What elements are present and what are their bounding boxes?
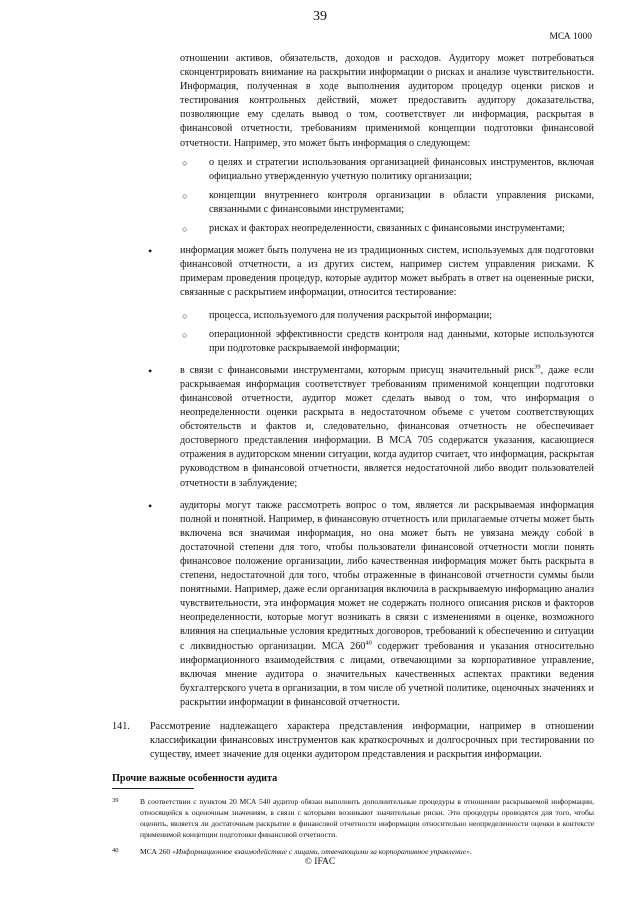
bullet1-subitem-text: операционной эффективности средств контроля над данными, которые используются при подготовке раскрываемой информации;	[209, 328, 594, 354]
bullet-icon: •	[148, 363, 153, 378]
bullet-icon: •	[148, 244, 153, 259]
footnotes	[112, 796, 594, 863]
intro-paragraph: отношении активов, обязательств, доходов и расходов. Аудитору может потребоваться сконцентрировать внимание на раскрытии информации о рисках и анализе чувствительности. Информация, полученная в ходе выполнения аудитором процедур оценки рисков и тестирования контрольных действий, может предоставить аудитору доказательства, позволяющие ему сделать вывод о том, соответствует ли информация, раскрытая в финансовой отчетности, требованиям применимой концепции подготовки финансовой отчетности. Например, это может быть информация о следующем:	[180, 53, 594, 149]
bullet-text-part: в связи с финансовыми инструментами, которым присущ значительный риск	[180, 364, 535, 376]
bullet-icon: •	[148, 498, 153, 513]
circle-bullet-icon: ○	[182, 157, 188, 168]
footnote-40	[112, 846, 594, 857]
footnote-ref-40[interactable]: 40	[365, 639, 372, 647]
bullet-item	[148, 498, 594, 710]
bullet-item	[148, 244, 594, 300]
page-body	[112, 52, 594, 786]
footnote-suffix: .	[469, 847, 472, 856]
footnote-text: В соответствии с пунктом 20 МСА 540 аудитор обязан выполнить дополнительные процедуры в отношении раскрываемой информации, относящейся к оценочным значениям, в связи с которыми возникают значительные риски. Эти процедуры проводятся для того, чтобы оценить, является ли достаточным раскрытие в финансовой отчетности информации относительно неопределенности оценки в контексте применимой концепции подготовки финансовой отчетности.	[140, 797, 594, 839]
intro-subitem	[182, 222, 594, 236]
section-heading: Прочие важные особенности аудита	[112, 773, 278, 785]
intro-subitem	[182, 156, 594, 184]
footnote-mark: 40	[112, 847, 119, 854]
bullet-text: информация может быть получена не из традиционных систем, используемых для подготовки финансовой отчетности, а из других систем, например систем управления рисками. К примерам проведения процедур, которые аудитор может выбрать в ответ на оцененные риски, связанные с раскрытием информации, относится тестирование:	[180, 245, 594, 299]
page-number: 39	[313, 9, 327, 24]
circle-bullet-icon: ○	[182, 310, 188, 321]
bullet-text	[180, 500, 594, 708]
footer-copyright: © IFAC	[304, 857, 336, 867]
bullet-item	[148, 363, 594, 491]
intro-subitem-text: концепции внутреннего контроля организации в области управления рисками, связанными с финансовыми инструментами;	[209, 189, 594, 215]
paragraph-number: 141.	[112, 721, 130, 733]
footnote-text: МСА 260	[140, 847, 173, 856]
numbered-paragraph-141	[112, 720, 594, 762]
footnote-39	[112, 796, 594, 840]
circle-bullet-icon: ○	[182, 190, 188, 201]
standard-label: МСА 1000	[549, 32, 592, 42]
footnote-title: «Информационное взаимодействие с лицами, отвечающими за корпоративное управление»	[172, 847, 470, 856]
intro-subitem-text: о целях и стратегии использования организацией финансовых инструментов, включая официально утвержденную учетную политику организации;	[209, 156, 594, 182]
bullet-text-part: аудиторы могут также рассмотреть вопрос о том, является ли раскрываемая информация полной и понятной. Например, в финансовую отчетность или прилагаемые отчеты может быть включена вся значимая информация, но она может быть не увязана между собой в достаточной степени для того, чтобы пользователи финансовой отчетности могли понять финансовое положение организации, либо качественная информация может быть раскрыта в степени, недостаточной для того, чтобы отраженные в финансовой отчетности суммы были понятными. Например, даже если организация включила в раскрываемую информацию анализ чувствительности, эта информация может не содержать полного описания рисков и факторов неопределенности, которые могут возникать в связи с изменениями в оценке, возможного влияния на специальные условия кредитных договоров, требований к обеспечению и ситуации с ликвидностью организации. МСА 260	[180, 499, 594, 652]
bullet-text-part: , даже если раскрываемая информация соответствует требованиям применимой концепции подготовки финансовой отчетности, аудитор может сделать вывод о том, что информация о неопределенности оценки раскрыта в недостаточном объеме с учетом соответствующих обстоятельств и фактов и, следовательно, финансовая отчетность не обеспечивает достоверного представления информации. В МСА 705 содержатся указания, касающиеся отражения в аудиторском мнении ситуации, когда аудитор считает, что информация, раскрытая руководством в финансовой отчетности, является недостаточной либо вводит пользователей отчетности в заблуждение;	[180, 364, 594, 489]
bullet1-subitem	[182, 309, 594, 323]
circle-bullet-icon: ○	[182, 329, 188, 340]
footnote-ref-39[interactable]: 39	[534, 363, 541, 371]
circle-bullet-icon: ○	[182, 224, 188, 235]
bullet1-subitem-text: процесса, используемого для получения раскрытой информации;	[209, 309, 493, 321]
intro-subitem-text: рисках и факторах неопределенности, связанных с финансовыми инструментами;	[209, 223, 565, 235]
bullet-text-part: содержит требования и указания относительно информационного взаимодействия с лицами, отвечающими за корпоративное управление, включая мнение аудитора о значительных качественных аспектах практики ведения бухгалтерского учета в организации, в том числе об учетной политике, оценочных значениях и раскрытии информации в финансовой отчетности.	[180, 640, 594, 708]
footnote-mark: 39	[112, 797, 119, 804]
paragraph-text: Рассмотрение надлежащего характера представления информации, например в отношении классификации финансовых инструментов как краткосрочных и долгосрочных при тестировании по существу, имеет значение для оценки аудитором представления и раскрытия информации.	[150, 721, 594, 761]
footnote-separator	[112, 788, 194, 789]
intro-subitem	[182, 189, 594, 217]
bullet1-subitem	[182, 328, 594, 356]
bullet-text	[180, 365, 594, 489]
